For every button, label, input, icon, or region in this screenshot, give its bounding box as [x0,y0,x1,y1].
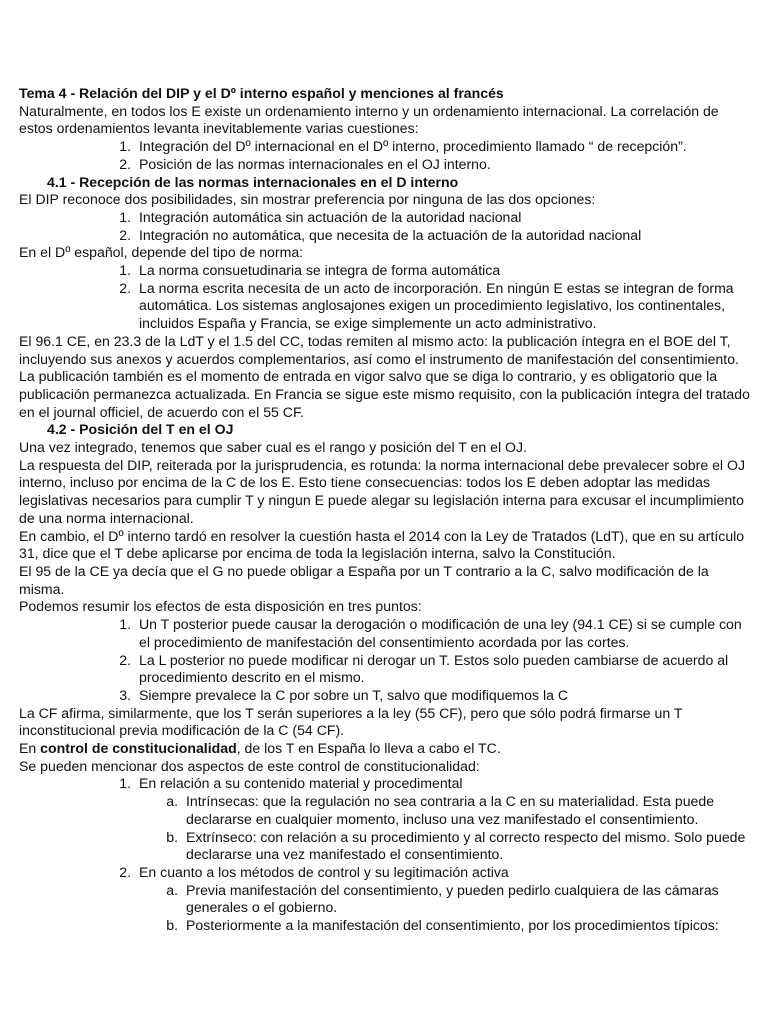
sub-list-item [19,917,754,935]
text-run: , de los T en España lo lleva a cabo el TC. [236,740,501,757]
list-item [19,227,754,245]
list-item [19,156,754,174]
paragraph: Se pueden mencionar dos aspectos de este control de constitucionalidad: [19,757,480,774]
list-number: 1. [119,208,131,225]
intro-list [19,138,754,173]
list-number: 2. [119,651,131,668]
numbered-list [19,775,754,934]
numbered-list [19,616,754,705]
list-text: En cuanto a los métodos de control y su legitimación activa [139,863,509,880]
list-text: La L posterior no puede modificar ni derogar un T. Estos solo pueden cambiarse de acuerdo al procedimiento descrito en el mismo. [139,651,729,686]
sub-list-item [19,882,754,917]
list-letter: b. [166,828,178,845]
list-text: Posteriormente a la manifestación del consentimiento, por los procedimientos típicos: [186,917,719,934]
list-text: Posición de las normas internacionales en el OJ interno. [139,155,491,172]
list-number: 2. [119,155,131,172]
list-text: Previa manifestación del consentimiento, y pueden pedirlo cualquiera de las cámaras generales o el gobierno. [186,881,719,916]
list-number: 1. [119,775,131,792]
paragraph: El DIP reconoce dos posibilidades, sin mostrar preferencia por ninguna de las dos opciones: [19,191,596,208]
list-item [19,280,754,333]
list-text: Un T posterior puede causar la derogación o modificación de una ley (94.1 CE) si se cumple con el procedimiento de manifestación del consentimiento acordada por las cortes. [139,616,742,650]
list-letter: a. [166,881,178,898]
list-item [19,775,754,793]
paragraph: La respuesta del DIP, reiterada por la jurisprudencia, es rotunda: la norma internacional debe prevalecer sobre el OJ interno, incluso por encima de la C de los E. Esto tiene consecuencias: todos los E deben adoptar las medidas legislativas necesarios para cumplir T y ningun E puede alegar su legislación interna para excusar el incumplimiento de una norma internacional. [19,456,745,526]
list-number: 1. [119,262,131,279]
list-item [19,209,754,227]
numbered-list [19,209,754,244]
text-run: En [19,740,41,757]
bold-term: control de constitucionalidad [40,740,237,757]
paragraph: El 96.1 CE, en 23.3 de la LdT y el 1.5 del CC, todas remiten al mismo acto: la publicación íntegra en el BOE del T, incluyendo sus anexos y acuerdos complementarios, así como el instrumento de manifestación del consentimiento. La publicación también es el momento de entrada en vigor salvo que se diga lo contrario, y es obligatorio que la publicación permanezca actualizada. En Francia se sigue este mismo requisito, con la publicación íntegra del tratado en el journal officiel, de acuerdo con el 55 CF. [19,332,750,420]
list-item [19,652,754,687]
list-number: 2. [119,863,131,880]
list-item [19,138,754,156]
list-number: 1. [119,616,131,633]
list-number: 3. [119,686,131,703]
list-letter: b. [166,917,178,934]
document-title: Tema 4 - Relación del DIP y el Dº interno español y menciones al francés [19,85,504,101]
paragraph: En cambio, el Dº interno tardó en resolver la cuestión hasta el 2014 con la Ley de Tratados (LdT), que en su artículo 31, dice que el T debe aplicarse por encima de toda la legislación interna, salvo la Constitución. [19,527,745,562]
document-page [19,85,754,935]
list-item [19,687,754,705]
list-text: La norma escrita necesita de un acto de incorporación. En ningún E estas se integran de forma automática. Los sistemas anglosajones exigen un procedimiento legislativo, los continentales, incluidos España y Francia, se exige simplemente un acto administrativo. [139,279,734,332]
list-number: 1. [119,138,131,155]
intro-paragraph: Naturalmente, en todos los E existe un ordenamiento interno y un ordenamiento internacional. La correlación de estos ordenamientos levanta inevitablemente varias cuestiones: [19,102,719,137]
sub-list-item [19,829,754,864]
list-text: La norma consuetudinaria se integra de forma automática [139,262,501,279]
list-text: Extrínseco: con relación a su procedimiento y al correcto respecto del mismo. Solo puede declararse una vez manifestado el consentimiento. [186,828,746,863]
sub-list-item [19,793,754,828]
list-text: En relación a su contenido material y procedimental [139,775,463,792]
list-text: Integración automática sin actuación de la autoridad nacional [139,208,522,225]
paragraph: El 95 de la CE ya decía que el G no puede obligar a España por un T contrario a la C, salvo modificación de la misma. [19,562,709,597]
paragraph: La CF afirma, similarmente, que los T serán superiores a la ley (55 CF), pero que sólo podrá firmarse un T inconstitucional previa modificación de la C (54 CF). [19,704,683,739]
list-item [19,864,754,882]
list-text: Integración del Dº internacional en el Dº interno, procedimiento llamado “ de recepción”. [139,138,687,155]
paragraph: Podemos resumir los efectos de esta disposición en tres puntos: [19,598,422,615]
list-number: 2. [119,279,131,296]
section-heading-4-2: 4.2 - Posición del T en el OJ [47,421,234,438]
list-text: Siempre prevalece la C por sobre un T, salvo que modifiquemos la C [139,686,569,703]
paragraph: Una vez integrado, tenemos que saber cual es el rango y posición del T en el OJ. [19,439,527,456]
numbered-list [19,262,754,333]
section-heading-4-1: 4.1 - Recepción de las normas internacionales en el D interno [47,173,459,190]
paragraph [19,740,754,758]
list-item [19,616,754,651]
paragraph: En el Dº español, depende del tipo de norma: [19,244,304,261]
list-text: Integración no automática, que necesita de la actuación de la autoridad nacional [139,226,642,243]
list-number: 2. [119,226,131,243]
list-text: Intrínsecas: que la regulación no sea contraria a la C en su materialidad. Esta puede declararse en cualquier momento, incluso una vez manifestado el consentimiento. [186,793,715,827]
list-letter: a. [166,793,178,810]
list-item [19,262,754,280]
